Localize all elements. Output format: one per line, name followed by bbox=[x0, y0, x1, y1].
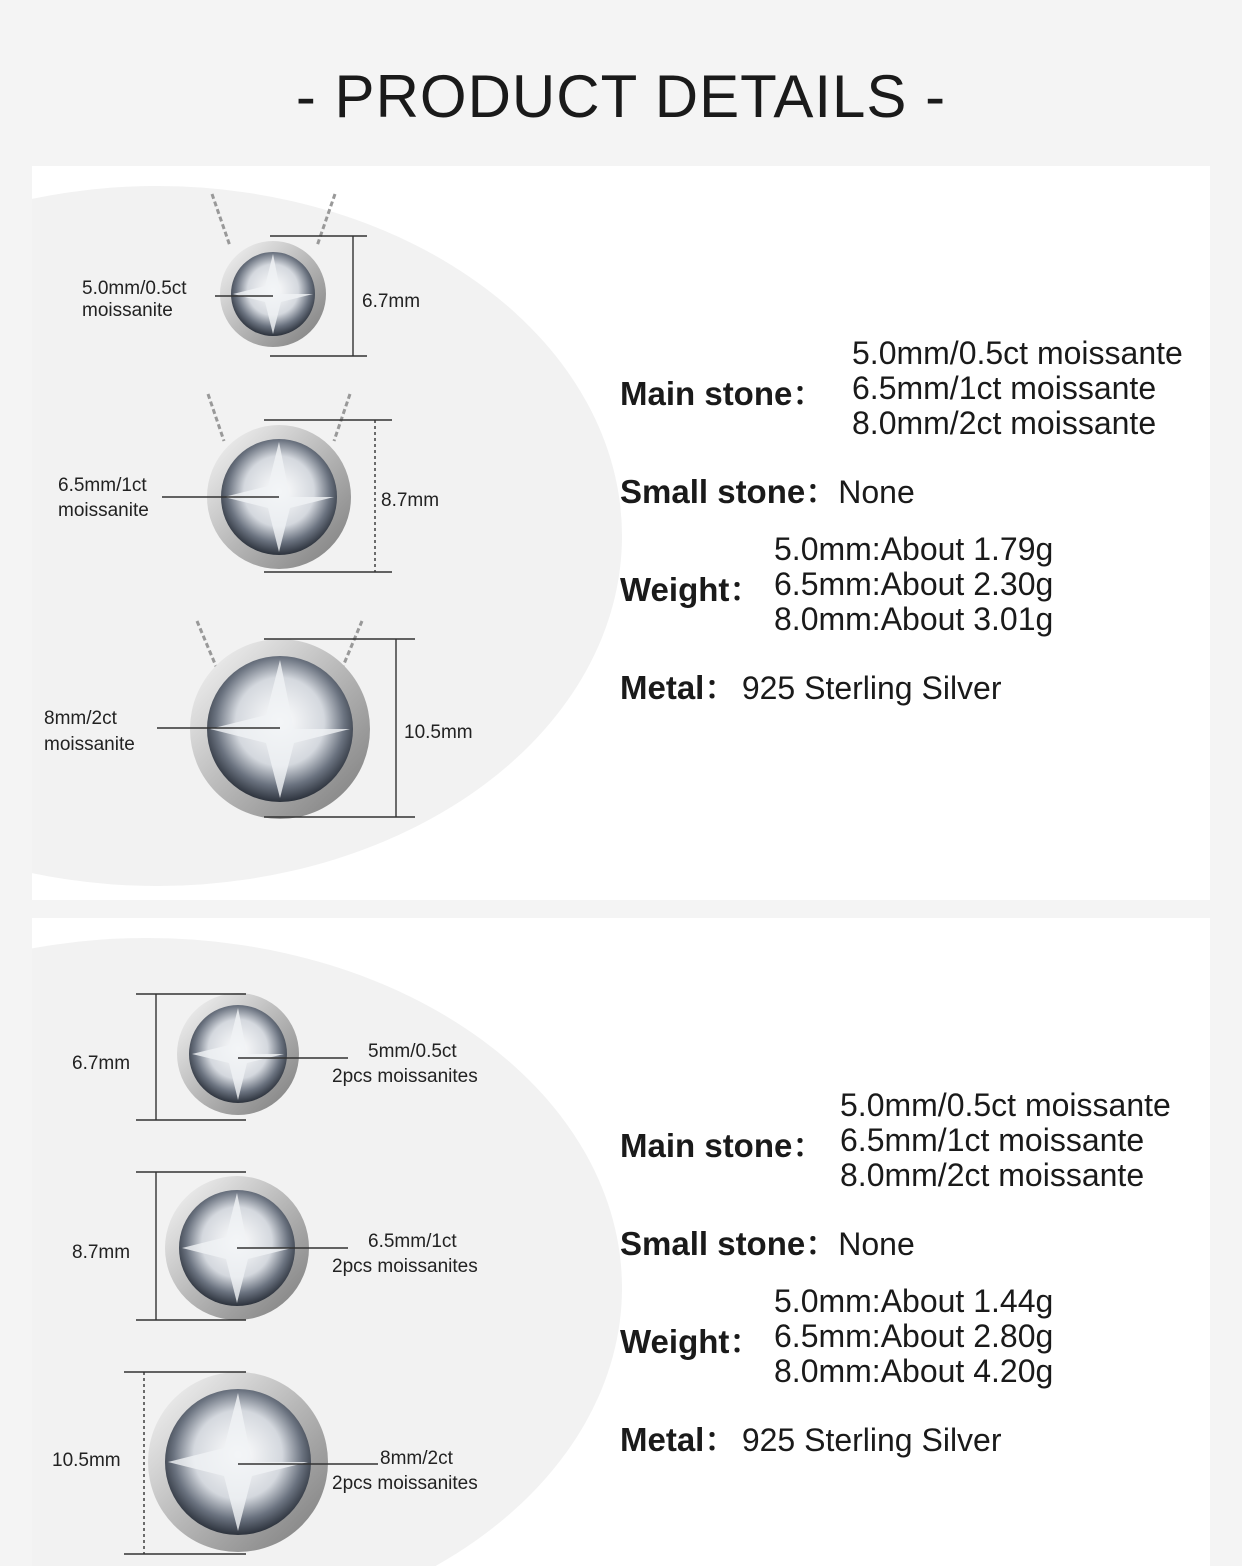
metal-row bbox=[620, 1414, 1002, 1461]
metal-label: Metal： bbox=[620, 669, 738, 706]
main-stone-values bbox=[840, 1088, 1171, 1193]
earring-size-diagram bbox=[32, 918, 672, 1566]
chain-right bbox=[334, 394, 350, 441]
stone-label-line1: 6.5mm/1ct bbox=[58, 475, 147, 496]
weight-label: Weight： bbox=[620, 1323, 763, 1360]
stud-large bbox=[52, 1372, 478, 1554]
small-stone-row bbox=[620, 1218, 915, 1265]
weight-value: 8.0mm:About 3.01g bbox=[774, 601, 1054, 637]
metal-value: 925 Sterling Silver bbox=[741, 670, 1002, 706]
page-title: - PRODUCT DETAILS - bbox=[295, 63, 947, 130]
height-label: 10.5mm bbox=[404, 722, 473, 743]
necklace-specs bbox=[620, 336, 1210, 716]
chain-right bbox=[341, 621, 362, 671]
stud-medium bbox=[72, 1172, 478, 1320]
chain-left bbox=[212, 194, 230, 246]
stone-label-line2: moissanite bbox=[58, 500, 149, 521]
stone-label-line1: 8mm/2ct bbox=[44, 708, 117, 729]
small-stone-row bbox=[620, 466, 915, 513]
main-stone-value: 5.0mm/0.5ct moissante bbox=[840, 1087, 1171, 1123]
stone-label-line1: 8mm/2ct bbox=[380, 1448, 453, 1469]
main-stone-value: 6.5mm/1ct moissante bbox=[840, 1122, 1145, 1158]
stone-label-line2: moissanite bbox=[82, 300, 173, 321]
chain-right bbox=[317, 194, 335, 246]
metal-value: 925 Sterling Silver bbox=[741, 1422, 1002, 1458]
height-label: 10.5mm bbox=[52, 1450, 121, 1471]
weight-label: Weight： bbox=[620, 571, 763, 608]
weight-values bbox=[774, 1284, 1053, 1389]
pendant-large bbox=[44, 621, 473, 819]
small-stone-value: None bbox=[838, 474, 915, 510]
earring-details-panel bbox=[32, 918, 1210, 1566]
weight-row bbox=[620, 564, 762, 611]
small-stone-value: None bbox=[838, 1226, 915, 1262]
main-stone-values bbox=[852, 336, 1183, 441]
main-stone-row bbox=[620, 368, 825, 415]
height-label: 8.7mm bbox=[72, 1242, 131, 1263]
main-stone-label: Main stone： bbox=[620, 1127, 826, 1164]
weight-value: 8.0mm:About 4.20g bbox=[774, 1353, 1054, 1389]
chain-left bbox=[208, 394, 224, 441]
weight-row bbox=[620, 1316, 762, 1363]
stone-label-line2: 2pcs moissanites bbox=[332, 1256, 478, 1277]
stone-label-line1: 6.5mm/1ct bbox=[368, 1231, 457, 1252]
earring-specs bbox=[620, 1088, 1210, 1468]
weight-value: 6.5mm:About 2.30g bbox=[774, 566, 1054, 602]
main-stone-value: 8.0mm/2ct moissante bbox=[840, 1157, 1145, 1193]
height-label: 6.7mm bbox=[72, 1053, 131, 1074]
main-stone-label: Main stone： bbox=[620, 375, 826, 412]
stud-small bbox=[72, 993, 478, 1120]
main-stone-value: 6.5mm/1ct moissante bbox=[852, 370, 1157, 406]
stone-label-line1: 5mm/0.5ct bbox=[368, 1041, 457, 1062]
pendant-small bbox=[82, 194, 420, 356]
small-stone-label: Small stone： bbox=[620, 473, 839, 510]
metal-row bbox=[620, 662, 1002, 709]
main-stone-value: 5.0mm/0.5ct moissante bbox=[852, 335, 1183, 371]
main-stone-row bbox=[620, 1120, 825, 1167]
necklace-size-diagram bbox=[32, 166, 672, 900]
weight-value: 6.5mm:About 2.80g bbox=[774, 1318, 1054, 1354]
weight-values bbox=[774, 532, 1053, 637]
stone-label-line2: moissanite bbox=[44, 734, 135, 755]
stone-label-line2: 2pcs moissanites bbox=[332, 1066, 478, 1087]
weight-value: 5.0mm:About 1.44g bbox=[774, 1283, 1054, 1319]
metal-label: Metal： bbox=[620, 1421, 738, 1458]
chain-left bbox=[197, 621, 218, 671]
pendant-medium bbox=[58, 394, 439, 572]
necklace-details-panel bbox=[32, 166, 1210, 900]
height-label: 8.7mm bbox=[381, 490, 440, 511]
stone-label-line1: 5.0mm/0.5ct bbox=[82, 278, 187, 299]
stone-label-line2: 2pcs moissanites bbox=[332, 1473, 478, 1494]
height-label: 6.7mm bbox=[362, 291, 421, 312]
small-stone-label: Small stone： bbox=[620, 1225, 839, 1262]
weight-value: 5.0mm:About 1.79g bbox=[774, 531, 1054, 567]
main-stone-value: 8.0mm/2ct moissante bbox=[852, 405, 1157, 441]
